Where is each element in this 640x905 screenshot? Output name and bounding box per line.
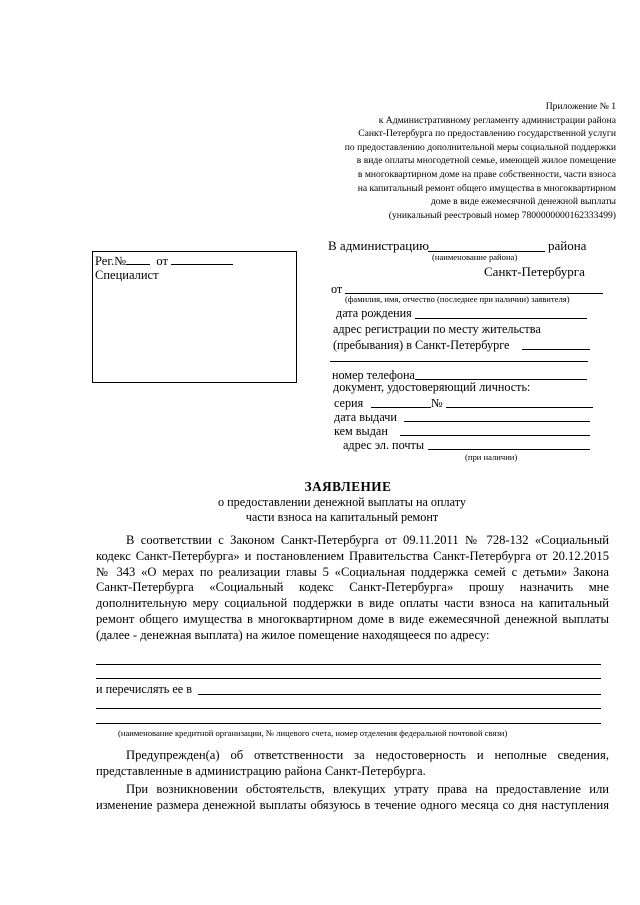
appendix-header xyxy=(256,100,616,222)
email-label: адрес эл. почты xyxy=(343,438,425,452)
issued-by-field[interactable] xyxy=(400,435,590,436)
paragraph-line: дополнительную меру социальной поддержки в виде оплаты части взноса на капитальный xyxy=(96,596,609,611)
issue-date-field[interactable] xyxy=(404,421,590,422)
paragraph-line: ремонт общего имущества в многоквартирном доме в виде ежемесячной денежной выплаты xyxy=(96,611,609,626)
district-note: (наименование района) xyxy=(432,252,518,262)
birth-date-field[interactable] xyxy=(415,318,587,319)
reg-date-field[interactable] xyxy=(171,253,233,265)
district-label: района xyxy=(548,238,587,253)
appendix-line: по предоставлению дополнительной меры социальной поддержки xyxy=(344,141,616,153)
reg-number-field[interactable] xyxy=(126,253,150,265)
reg-number-row xyxy=(95,253,233,269)
document-title: ЗАЯВЛЕНИЕ xyxy=(304,479,392,494)
reg-date-label: от xyxy=(156,254,168,268)
birth-date-label: дата рождения xyxy=(336,306,412,320)
phone-label: номер телефона xyxy=(332,368,415,382)
number-label: № xyxy=(431,396,443,410)
fio-note: (фамилия, имя, отчество (последнее при наличии) заявителя) xyxy=(345,294,570,304)
appendix-line: на капитальный ремонт общего имущества в многоквартирном xyxy=(357,182,616,194)
bank-field-line-2[interactable] xyxy=(96,708,601,709)
paragraph-line: В соответствии с Законом Санкт-Петербурга от 09.11.2011 № 728-132 «Социальный xyxy=(126,533,609,547)
main-paragraph xyxy=(96,533,609,644)
bank-field-line-3[interactable] xyxy=(96,723,601,724)
specialist-label: Специалист xyxy=(95,268,159,282)
appendix-line: доме в виде ежемесячной денежной выплаты xyxy=(430,196,616,208)
appendix-line: к Административному регламенту администрации района xyxy=(378,114,616,126)
paragraph-line: представленные в администрацию района Санкт-Петербурга. xyxy=(96,763,426,778)
document-subtitle-1: о предоставлении денежной выплаты на оплату xyxy=(218,495,466,509)
reg-number-label: Рег.№ xyxy=(95,254,127,268)
transfer-label: и перечислять ее в xyxy=(96,682,193,696)
paragraph-line: При возникновении обстоятельств, влекущих утрату права на предоставление или xyxy=(126,782,609,796)
email-field[interactable] xyxy=(428,449,590,450)
registration-box xyxy=(92,251,297,383)
city-label: Санкт-Петербурга xyxy=(484,264,585,279)
appendix-line: в виде оплаты многодетной семье, имеющей жилое помещение xyxy=(356,155,616,167)
series-label: серия xyxy=(334,396,364,410)
to-admin-label: В администрацию xyxy=(328,238,429,253)
bank-field-line-1[interactable] xyxy=(198,694,601,695)
warning-paragraph xyxy=(96,748,609,780)
issue-date-label: дата выдачи xyxy=(334,410,397,424)
appendix-line: в многоквартирном доме на праве собственности, части взноса xyxy=(357,168,616,180)
paragraph-line: № 343 «О мерах по реализации главы 5 «Социальная поддержка семей с детьми» Закона xyxy=(96,564,609,579)
obligation-paragraph xyxy=(96,782,609,814)
paragraph-line: Предупрежден(а) об ответственности за недостоверность и неполные сведения, xyxy=(126,748,609,762)
email-note: (при наличии) xyxy=(465,452,518,462)
paragraph-line: изменение размера денежной выплаты обязуюсь в течение одного месяца со дня наступления xyxy=(96,797,609,812)
paragraph-line: Санкт-Петербурга «Социальный кодекс Санкт-Петербурга» прошу назначить мне xyxy=(96,580,609,595)
from-label: от xyxy=(331,282,343,296)
address-field-line-1[interactable] xyxy=(96,664,601,665)
issued-by-label: кем выдан xyxy=(334,424,388,438)
document-subtitle-2: части взноса на капитальный ремонт xyxy=(245,510,439,524)
address-field-line-2[interactable] xyxy=(96,678,601,679)
series-field[interactable] xyxy=(371,407,431,408)
bank-note: (наименование кредитной организации, № лицевого счета, номер отделения федеральной почтовой связи) xyxy=(118,728,508,738)
reg-address-field[interactable] xyxy=(522,349,590,350)
appendix-line: (уникальный реестровый номер 7800000000162333499) xyxy=(388,209,616,221)
paragraph-line: кодекс Санкт-Петербурга» и постановлением Правительства Санкт-Петербурга от 20.12.2015 xyxy=(96,548,609,563)
number-field[interactable] xyxy=(446,407,593,408)
appendix-line: Приложение № 1 xyxy=(545,101,616,112)
reg-address-field-2[interactable] xyxy=(330,361,588,362)
reg-address-label-1: адрес регистрации по месту жительства xyxy=(333,322,541,336)
paragraph-line: (далее - денежная выплата) на жилое помещение находящееся по адресу: xyxy=(96,627,490,642)
reg-address-label-2: (пребывания) в Санкт-Петербурге xyxy=(333,338,510,352)
id-doc-label: документ, удостоверяющий личность: xyxy=(333,380,531,394)
appendix-line: Санкт-Петербурга по предоставлению государственной услуги xyxy=(358,128,616,140)
